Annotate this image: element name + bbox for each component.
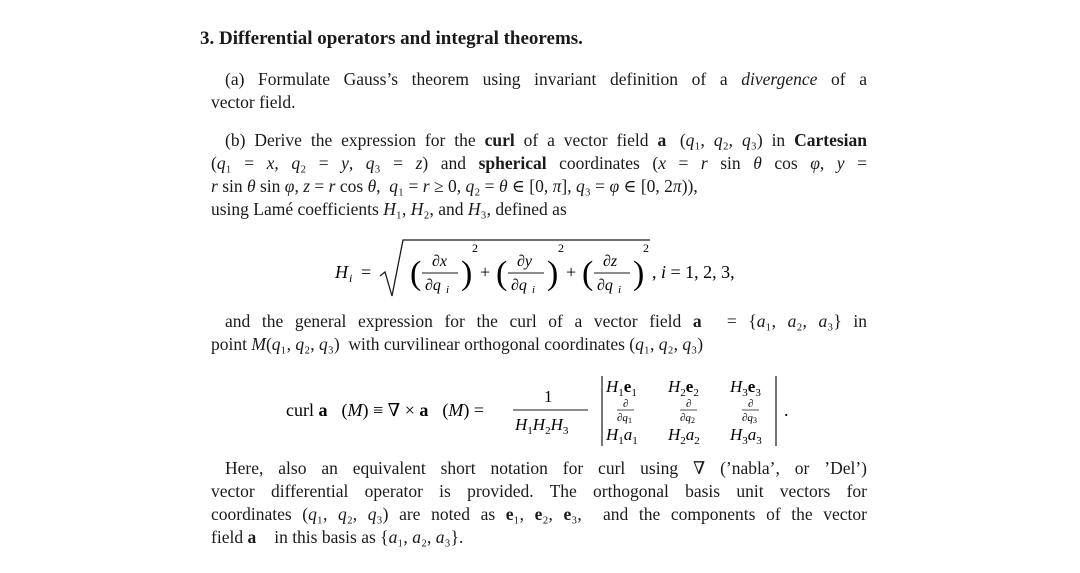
svg-text:): ) (547, 255, 559, 292)
svg-text:1: 1 (544, 387, 553, 406)
svg-text:(: ( (496, 255, 508, 292)
svg-text:∂q1: ∂q1 (617, 412, 632, 425)
svg-text:∂q: ∂q (511, 277, 527, 294)
part-b-paragraph (211, 129, 867, 221)
notation-line-1: Here, also an equivalent short notation for curl using ∇ (’nabla’, or ’Del’) (225, 458, 867, 478)
part-b-line-4: using Lamé coefficients H₁, H₂, and H₃, defined as (211, 199, 567, 219)
svg-text:(: ( (582, 255, 594, 292)
part-a-line-2: vector field. (211, 92, 296, 112)
svg-text:∂: ∂ (686, 398, 692, 410)
svg-text:H: H (335, 262, 348, 282)
svg-text:2: 2 (558, 241, 564, 255)
svg-text:+: + (566, 262, 577, 282)
svg-text:∂q: ∂q (597, 277, 613, 294)
svg-text:H2a2: $H_2a_2$ (668, 425, 700, 447)
part-a-line-1: (a) Formulate Gauss’s theorem using invariant definition of a divergence of a (225, 69, 867, 89)
svg-text:∂z: ∂z (603, 253, 618, 270)
svg-text:∂q2: ∂q2 (680, 412, 695, 425)
general-expression-paragraph (211, 310, 867, 356)
general-expression-line-1: and the general expression for the curl of a vector field a⃗ = {a₁, a₂, a₃} in (225, 311, 867, 331)
svg-text:i: i (618, 284, 622, 296)
svg-text:): ) (461, 255, 473, 292)
part-b-line-2: (q₁ = x, q₂ = y, q₃ = z) and spherical coordinates (x = r sin θ cos φ, y = (211, 153, 867, 173)
svg-text:2: 2 (472, 241, 478, 255)
svg-text:): ) (633, 255, 645, 292)
svg-text:curl a⃗(M) ≡ ∇ × a⃗(M) =: curl a⃗(M) ≡ ∇ × a⃗(M) = (286, 400, 485, 420)
svg-text:∂: ∂ (623, 398, 629, 410)
lame-coefficient-formula (330, 238, 770, 304)
part-b-line-1: (b) Derive the expression for the curl of a vector field a⃗(q₁, q₂, q₃) in Cartesian (225, 130, 868, 150)
part-b-line-3: r sin θ sin φ, z = r cos θ, q₁ = r ≥ 0, q₂ = θ ∈ [0, π], q₃ = φ ∈ [0, 2π)), (211, 176, 698, 196)
svg-text:∂: ∂ (748, 398, 754, 410)
svg-text:+: + (480, 262, 491, 282)
svg-text:∂x: ∂x (432, 253, 448, 270)
part-a-paragraph (211, 68, 867, 114)
svg-text:2: 2 (643, 241, 649, 255)
svg-text:, i = 1, 2, 3,: , i = 1, 2, 3, (652, 262, 735, 282)
section-heading: 3. Differential operators and integral theorems. (200, 28, 583, 49)
notation-line-3: coordinates (q₁, q₂, q₃) are noted as e₁, e₂, e₃, and the components of the vector (211, 504, 867, 524)
svg-text:.: . (784, 400, 789, 420)
svg-text:(: ( (410, 255, 422, 292)
svg-text:H2e2: $H_2e_2$ (668, 377, 699, 399)
svg-text:∂q: ∂q (425, 277, 441, 294)
svg-text:H3a3: $H_3a_3$ (730, 425, 762, 447)
svg-text:H1H2H3: $H_1H_2H_3$ (515, 415, 569, 437)
svg-text:H3e3: $H_3e_3$ (730, 377, 761, 399)
notation-line-2: vector differential operator is provided. The orthogonal basis unit vectors for (211, 481, 867, 501)
svg-text:=: = (361, 262, 372, 282)
general-expression-line-2: point M(q₁, q₂, q₃) with curvilinear orthogonal coordinates (q₁, q₂, q₃) (211, 334, 704, 354)
notation-line-4: field a⃗ in this basis as {a₁, a₂, a₃}. (211, 527, 464, 547)
svg-text:i: i (532, 284, 536, 296)
svg-text:i: i (349, 271, 353, 285)
svg-text:H1e1: $H_1e_1$ (606, 377, 637, 399)
svg-text:∂y: ∂y (517, 253, 533, 270)
svg-text:∂q3: ∂q3 (742, 412, 757, 425)
svg-text:i: i (446, 284, 450, 296)
notation-paragraph (211, 457, 867, 549)
svg-text:H1a1: $H_1a_1$ (606, 425, 638, 447)
curl-determinant-formula (284, 372, 804, 452)
